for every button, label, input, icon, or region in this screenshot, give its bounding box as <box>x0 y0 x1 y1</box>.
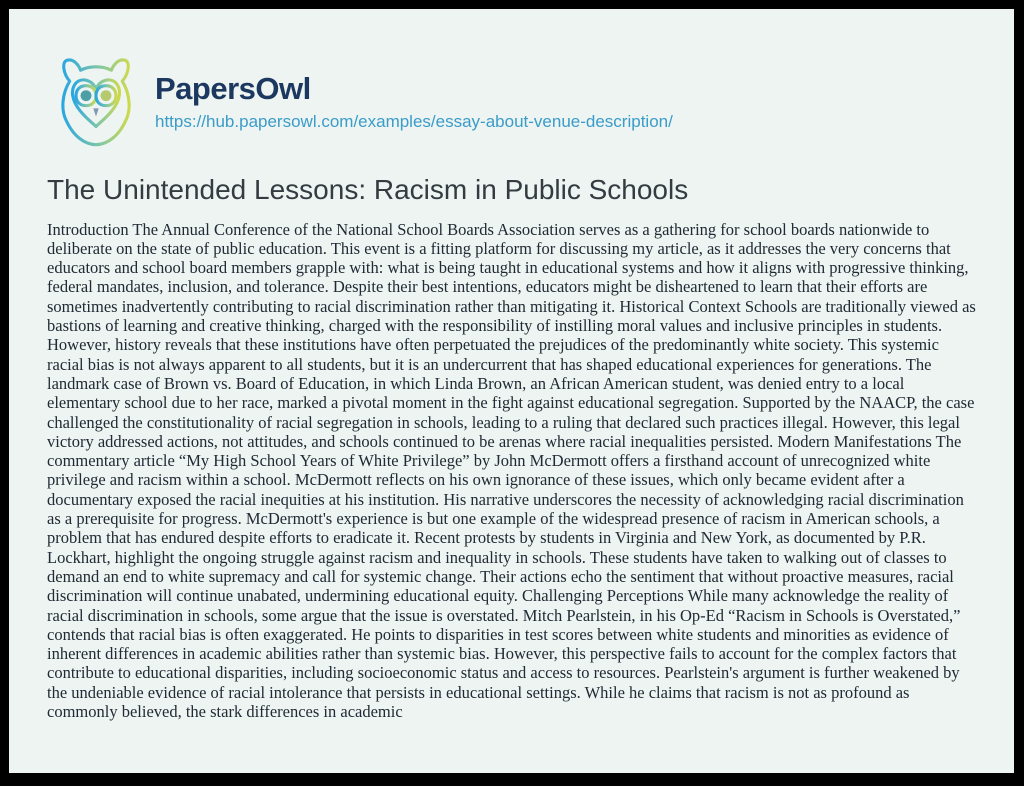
essay-title: The Unintended Lessons: Racism in Public Schools <box>47 174 689 205</box>
site-header <box>9 9 1014 151</box>
papersowl-owl-icon <box>47 53 145 151</box>
essay-body-text: Introduction The Annual Conference of the National School Boards Association serves as a gathering for school boards nationwide to deliberate on the state of public education. This event is a fitting platform for discussing my article, as it addresses the very concerns that educators and school board members grapple with: what is being taught in educational systems and how it aligns with progressive thinking, federal mandates, inclusion, and tolerance. Despite their best intentions, educators might be disheartened to learn that their efforts are sometimes inadvertently contributing to racial discrimination rather than mitigating it. Historical Context Schools are traditionally viewed as bastions of learning and creative thinking, charged with the responsibility of instilling moral values and inclusive principles in students. However, history reveals that these institutions have often perpetuated the prejudices of the predominantly white society. This systemic racial bias is not always apparent to all students, but it is an undercurrent that has shaped educational experiences for generations. The landmark case of Brown vs. Board of Education, in which Linda Brown, an African American student, was denied entry to a local elementary school due to her race, marked a pivotal moment in the fight against educational segregation. Supported by the NAACP, the case challenged the constitutionality of racial segregation in schools, leading to a ruling that declared such practices illegal. However, this legal victory addressed actions, not attitudes, and schools continued to be arenas where racial inequalities persisted. Modern Manifestations The commentary article “My High School Years of White Privilege” by John McDermott offers a firsthand account of unrecognized white privilege and racism within a school. McDermott reflects on his own ignorance of these issues, which only became evident after a documentary exposed the racial inequities at his institution. His narrative underscores the necessity of acknowledging racial discrimination as a prerequisite for progress. McDermott's experience is but one example of the widespread presence of racism in American schools, a problem that has endured despite efforts to eradicate it. Recent protests by students in Virginia and New York, as documented by P.R. Lockhart, highlight the ongoing struggle against racism and inequality in schools. These students have taken to walking out of classes to demand an end to white supremacy and call for systemic change. Their actions echo the sentiment that without proactive measures, racial discrimination will continue unabated, undermining educational equity. Challenging Perceptions While many acknowledge the reality of racial discrimination in schools, some argue that the issue is overstated. Mitch Pearlstein, in his Op-Ed “Racism in Schools is Overstated,” contends that racial bias is often exaggerated. He points to disparities in test scores between white students and minorities as evidence of inherent differences in academic abilities rather than systemic bias. However, this perspective fails to account for the complex factors that contribute to educational disparities, including socioeconomic status and access to resources. Pearlstein's argument is further weakened by the undeniable evidence of racial intolerance that persists in educational settings. While he claims that racism is not as profound as commonly believed, the stark differences in academic <box>47 219 976 722</box>
source-url-link[interactable]: https://hub.papersowl.com/examples/essay-about-venue-description/ <box>155 111 673 131</box>
essay-content <box>9 151 1014 721</box>
brand-name: PapersOwl <box>155 70 311 106</box>
page-canvas <box>9 9 1014 773</box>
brand-block <box>155 72 673 132</box>
